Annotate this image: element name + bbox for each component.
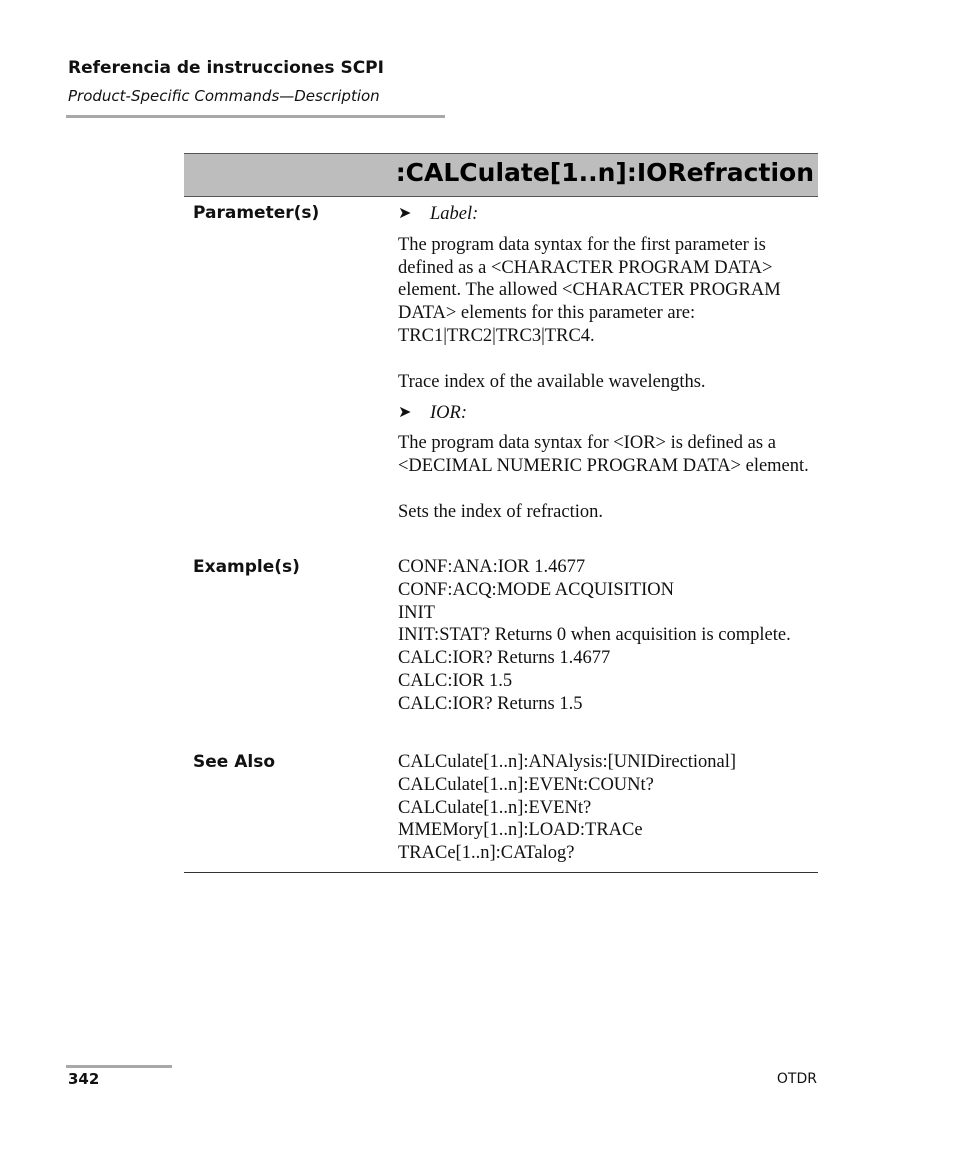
parameter-description: Sets the index of refraction. — [398, 501, 603, 522]
arrow-right-icon: ➤ — [398, 205, 412, 222]
see-also-content — [398, 751, 818, 865]
parameter-syntax: The program data syntax for the first parameter is defined as a <CHARACTER PROGRAM DATA> element. The allowed <CHARACTER PROGRAM DATA> elements for this parameter are: TRC1|TRC2|TRC3|TRC4. — [398, 234, 781, 346]
see-also-link[interactable]: TRACe[1..n]:CATalog? — [398, 843, 575, 864]
see-also-link[interactable]: CALCulate[1..n]:EVENt? — [398, 797, 592, 818]
parameter-syntax: The program data syntax for <IOR> is defined as a <DECIMAL NUMERIC PROGRAM DATA> element. — [398, 433, 809, 477]
example-line: CALC:IOR? Returns 1.4677 — [398, 648, 611, 669]
table-bottom-rule — [184, 872, 818, 873]
example-line: CONF:ACQ:MODE ACQUISITION — [398, 579, 674, 600]
arrow-right-icon: ➤ — [398, 403, 412, 421]
command-title: :CALCulate[1..n]:IORefraction — [395, 158, 814, 187]
example-line: CALC:IOR? Returns 1.5 — [398, 693, 583, 714]
parameters-label: Parameter(s) — [193, 203, 320, 223]
example-line: INIT — [398, 602, 435, 623]
header-rule — [66, 115, 445, 118]
parameter-name: IOR: — [430, 402, 467, 423]
example-line: INIT:STAT? Returns 0 when acquisition is complete. — [398, 625, 791, 646]
example-line: CONF:ANA:IOR 1.4677 — [398, 557, 586, 577]
parameters-content — [398, 203, 818, 524]
page-number: 342 — [68, 1070, 100, 1088]
parameter-name: Label: — [430, 204, 479, 224]
parameter-label-heading — [398, 203, 818, 226]
see-also-label: See Also — [193, 752, 276, 772]
product-name: OTDR — [776, 1071, 817, 1087]
examples-label: Example(s) — [193, 557, 300, 577]
running-header-subtitle: Product-Specific Commands—Description — [68, 87, 380, 105]
running-header-title: Referencia de instrucciones SCPI — [68, 58, 384, 78]
parameter-description: Trace index of the available wavelengths. — [398, 371, 706, 392]
see-also-link[interactable]: MMEMory[1..n]:LOAD:TRACe — [398, 820, 643, 841]
parameter-ior-heading — [398, 402, 818, 425]
see-also-link[interactable]: CALCulate[1..n]:ANAlysis:[UNIDirectional] — [398, 752, 737, 772]
examples-content — [398, 556, 818, 716]
see-also-link[interactable]: CALCulate[1..n]:EVENt:COUNt? — [398, 774, 654, 795]
footer-rule — [66, 1065, 172, 1068]
command-heading-band — [184, 153, 818, 197]
example-line: CALC:IOR 1.5 — [398, 670, 513, 691]
